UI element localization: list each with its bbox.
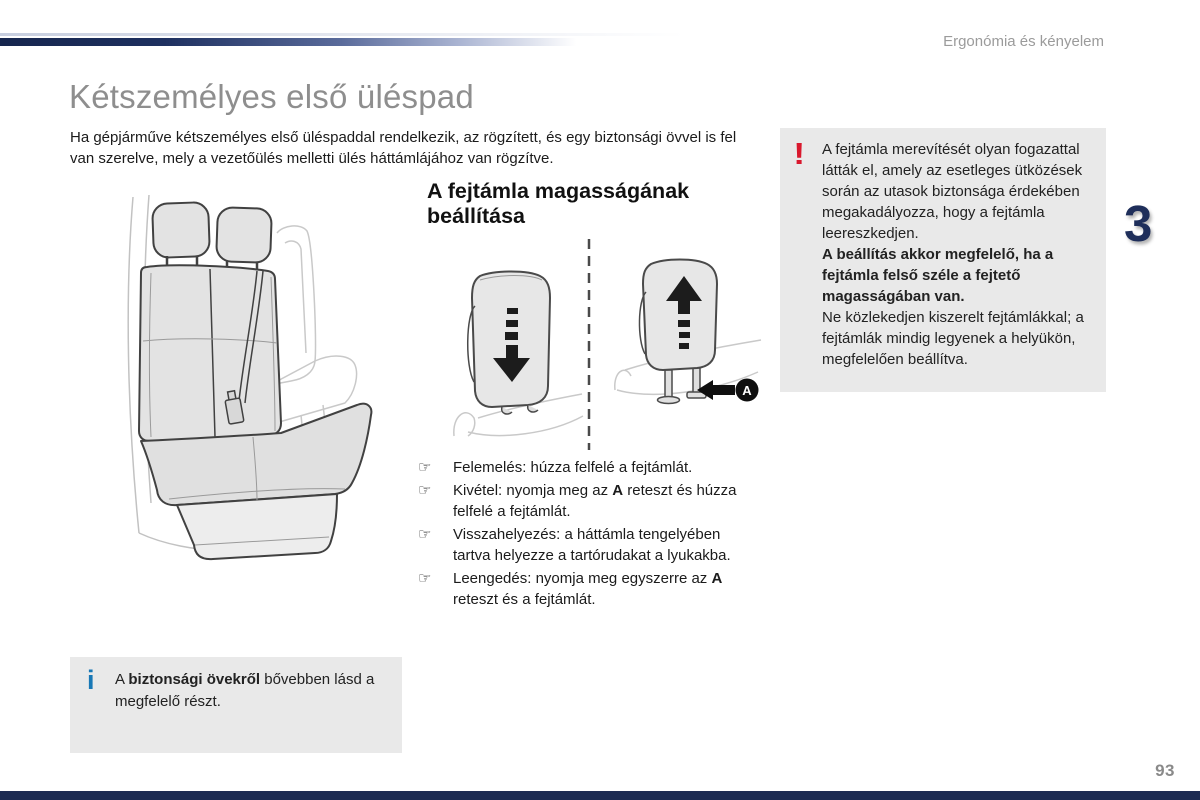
- label-a-text: A: [742, 383, 752, 398]
- page-title: Kétszemélyes első üléspad: [69, 78, 474, 115]
- top-accent-strip: [0, 33, 760, 36]
- list-item-text: Kivétel: nyomja meg az A reteszt és húzza felfelé a fejtámlát.: [453, 481, 737, 520]
- pointer-finger-icon: ☞: [418, 481, 432, 499]
- page-number: 93: [1155, 761, 1175, 780]
- list-item-text: Felemelés: húzza felfelé a fejtámlát.: [453, 459, 693, 476]
- bench-seat: [139, 202, 371, 559]
- warning-paragraph: A fejtámla merevítését olyan fogazattal látták el, amely az esetleges ütközések során az utasok biztonsága érdekében megakadályozza, hogy a fejtámla leereszkedjen.: [822, 141, 1083, 242]
- seat-base: [177, 494, 337, 559]
- dashed-divider: [585, 237, 593, 452]
- warning-box: [780, 128, 1106, 392]
- warning-text: [822, 139, 1096, 370]
- warning-paragraph-bold: A beállítás akkor megfelelő, ha a fejtámla felső széle a fejtető magasságában van.: [822, 246, 1054, 305]
- pointer-finger-icon: ☞: [418, 569, 432, 587]
- header-gradient-bar: [0, 38, 588, 46]
- seatbelt-buckle: [225, 398, 244, 424]
- list-item-text: Visszahelyezés: a háttámla tengelyében tartva helyezze a tartórudakat a lyukakba.: [453, 525, 731, 564]
- list-item-text: Leengedés: nyomja meg egyszerre az A reteszt és a fejtámlát.: [453, 569, 723, 608]
- headrest-left: [152, 202, 210, 258]
- footer-bar: [0, 791, 1200, 800]
- info-text: A biztonsági övekről bővebben lásd a megfelelő részt.: [115, 671, 375, 710]
- chapter-header-title: Ergonómia és kényelem: [943, 33, 1104, 50]
- info-box: [70, 657, 402, 753]
- section-heading: A fejtámla magasságának beállítása: [427, 179, 690, 228]
- bench-seat-illustration: [105, 193, 420, 565]
- pointer-finger-icon: ☞: [418, 459, 432, 476]
- warning-paragraph: Ne közlekedjen kiszerelt fejtámlákkal; a fejtámlák mindig legyenek a helyükön, megfelelően beállítva.: [822, 309, 1084, 368]
- list-item-raise: [418, 457, 774, 479]
- instruction-list: [418, 457, 774, 612]
- headrest-lower-diagram: [450, 258, 585, 440]
- list-item-lower: [418, 568, 774, 611]
- intro-paragraph: Ha gépjárműve kétszemélyes első üléspaddal rendelkezik, az rögzített, és egy biztonsági övvel is fel van szerelve, mely a vezetőülés melletti ülés háttámlájához van rögzítve.: [70, 129, 737, 167]
- headrest-posts: [658, 368, 707, 404]
- headrest-raise-diagram: [613, 240, 763, 412]
- headrest-right: [216, 207, 272, 263]
- warning-exclamation-icon: !: [793, 136, 806, 171]
- pointer-finger-icon: ☞: [418, 525, 432, 543]
- label-a-badge: [736, 379, 759, 402]
- list-item-remove: [418, 480, 774, 523]
- headrest-body: [643, 260, 717, 371]
- chapter-number: 3: [1124, 195, 1153, 252]
- list-item-refit: [418, 524, 774, 567]
- info-icon: i: [87, 665, 95, 695]
